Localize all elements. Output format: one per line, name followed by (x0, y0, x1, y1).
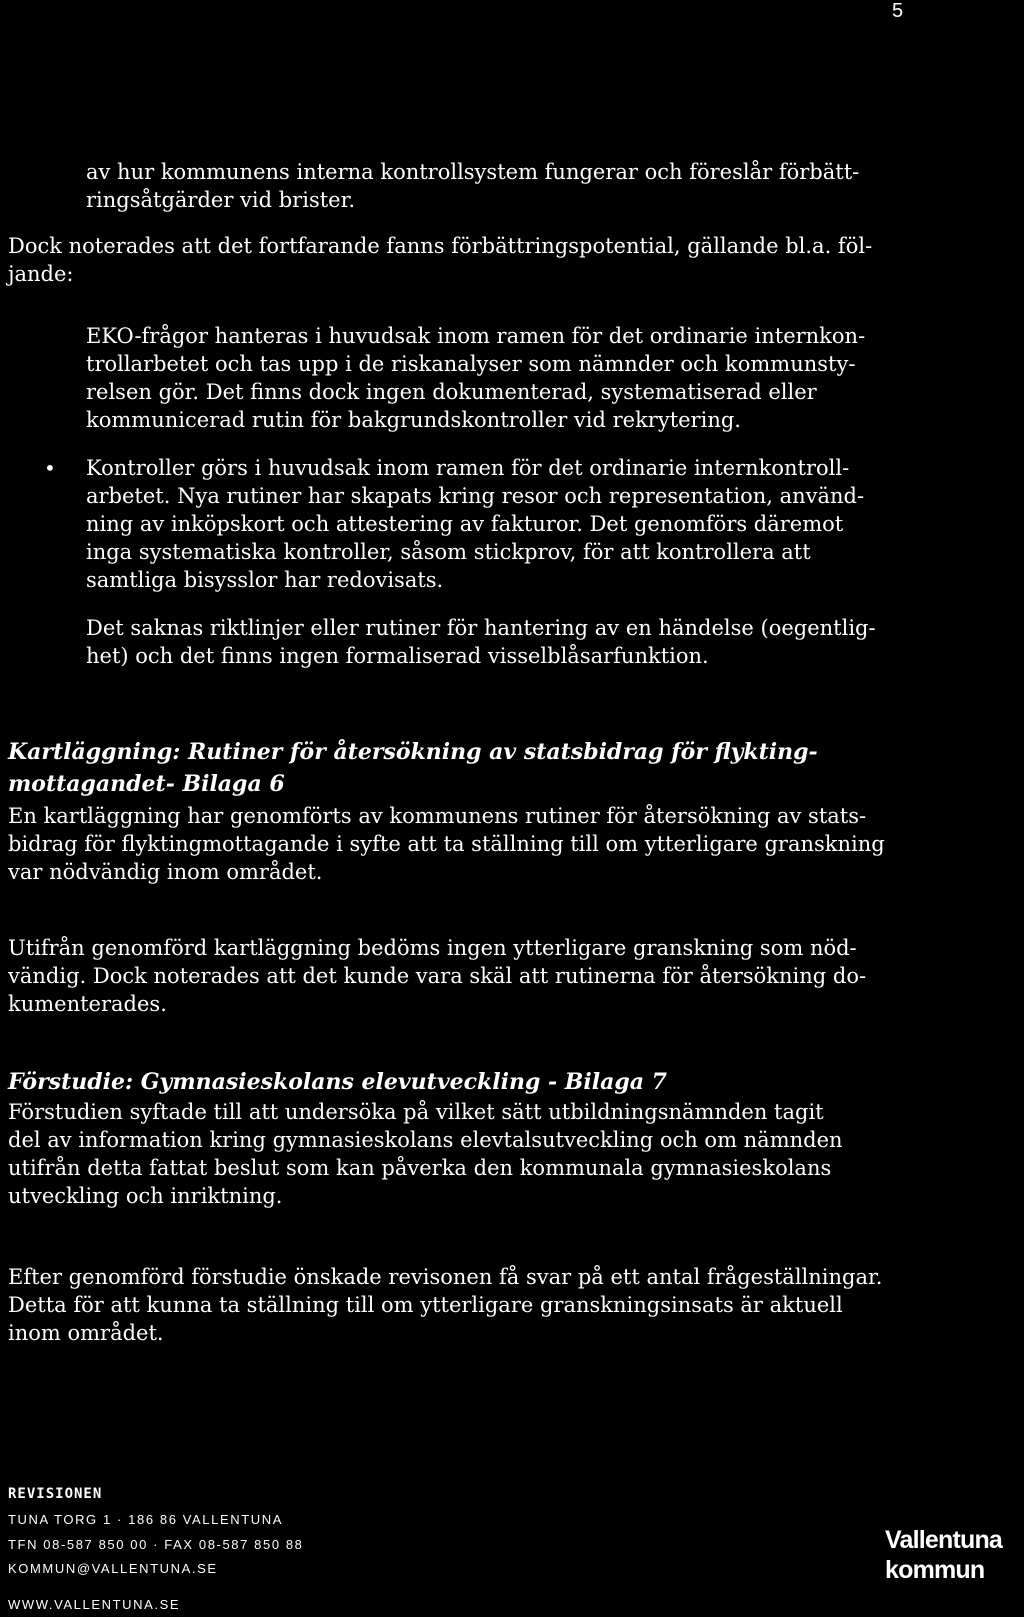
heading-line: Förstudie: Gymnasieskolans elevutveckling - Bilaga 7 (8, 1069, 667, 1095)
text-line: trollarbetet och tas upp i de riskanalyser som nämnder och kommunsty- (86, 352, 856, 376)
logo-line-2: kommun (885, 1556, 985, 1584)
heading-line: Kartläggning: Rutiner för återsökning av statsbidrag för flykting- (8, 739, 818, 765)
text-line: ning av inköpskort och attestering av fakturor. Det genomförs däremot (86, 512, 844, 536)
text-line: var nödvändig inom området. (8, 860, 323, 884)
footer-organization: REVISIONEN (8, 1486, 103, 1502)
text-line: het) och det finns ingen formaliserad visselblåsarfunktion. (86, 644, 709, 668)
section-heading-kartlaggning (8, 736, 818, 800)
text-line: Efter genomförd förstudie önskade revisonen få svar på ett antal frågeställningar. (8, 1265, 883, 1289)
text-line: relsen gör. Det finns dock ingen dokumenterad, systematiserad eller (86, 380, 817, 404)
vallentuna-kommun-logo (885, 1525, 1002, 1585)
logo-line-1: Vallentuna (885, 1526, 1003, 1554)
text-line: kumenterades. (8, 992, 167, 1016)
text-line: En kartläggning har genomförts av kommunens rutiner för återsökning av stats- (8, 804, 867, 828)
heading-line: mottagandet- Bilaga 6 (8, 771, 285, 797)
text-line: utifrån detta fattat beslut som kan påverka den kommunala gymnasieskolans (8, 1156, 832, 1180)
footer-phone: TFN 08-587 850 00 · FAX 08-587 850 88 (8, 1537, 304, 1552)
text-line: arbetet. Nya rutiner har skapats kring resor och representation, använd- (86, 484, 865, 508)
footer-email: KOMMUN@VALLENTUNA.SE (8, 1561, 218, 1576)
bullet-icon: • (44, 456, 56, 480)
text-line: Detta för att kunna ta ställning till om ytterligare granskningsinsats är aktuell (8, 1293, 843, 1317)
text-line: ringsåtgärder vid brister. (86, 188, 355, 212)
section2-paragraph-1 (8, 1098, 843, 1210)
text-line: jande: (8, 262, 74, 286)
text-line: EKO-frågor hanteras i huvudsak inom ramen för det ordinarie internkon- (86, 324, 866, 348)
text-line: vändig. Dock noterades att det kunde vara skäl att rutinerna för återsökning do- (8, 964, 867, 988)
text-line: kommunicerad rutin för bakgrundskontroller vid rekrytering. (86, 408, 741, 432)
footer-website: WWW.VALLENTUNA.SE (8, 1597, 181, 1612)
text-line: inom området. (8, 1321, 164, 1345)
finding-paragraph-2 (86, 454, 864, 594)
text-line: Utifrån genomförd kartläggning bedöms ingen ytterligare granskning som nöd- (8, 936, 857, 960)
text-line: samtliga bisysslor har redovisats. (86, 568, 444, 592)
intro-paragraph-1 (86, 158, 859, 214)
text-line: utveckling och inriktning. (8, 1184, 283, 1208)
finding-paragraph-1 (86, 322, 865, 434)
intro-paragraph-2 (8, 232, 872, 288)
footer-address: TUNA TORG 1 · 186 86 VALLENTUNA (8, 1512, 284, 1527)
text-line: Det saknas riktlinjer eller rutiner för hantering av en händelse (oegentlig- (86, 616, 876, 640)
section-heading-forstudie (8, 1066, 667, 1098)
text-line: bidrag för flyktingmottagande i syfte att ta ställning till om ytterligare granskning (8, 832, 885, 856)
section1-paragraph-1 (8, 802, 885, 886)
text-line: av hur kommunens interna kontrollsystem fungerar och föreslår förbätt- (86, 160, 860, 184)
page-number: 5 (892, 0, 904, 22)
text-line: del av information kring gymnasieskolans elevtalsutveckling och om nämnden (8, 1128, 843, 1152)
text-line: Förstudien syftade till att undersöka på vilket sätt utbildningsnämnden tagit (8, 1100, 824, 1124)
section2-paragraph-2 (8, 1263, 882, 1347)
text-line: inga systematiska kontroller, såsom stickprov, för att kontrollera att (86, 540, 811, 564)
section1-paragraph-2 (8, 934, 866, 1018)
finding-paragraph-3 (86, 614, 876, 670)
text-line: Kontroller görs i huvudsak inom ramen för det ordinarie internkontroll- (86, 456, 850, 480)
text-line: Dock noterades att det fortfarande fanns förbättringspotential, gällande bl.a. föl- (8, 234, 873, 258)
